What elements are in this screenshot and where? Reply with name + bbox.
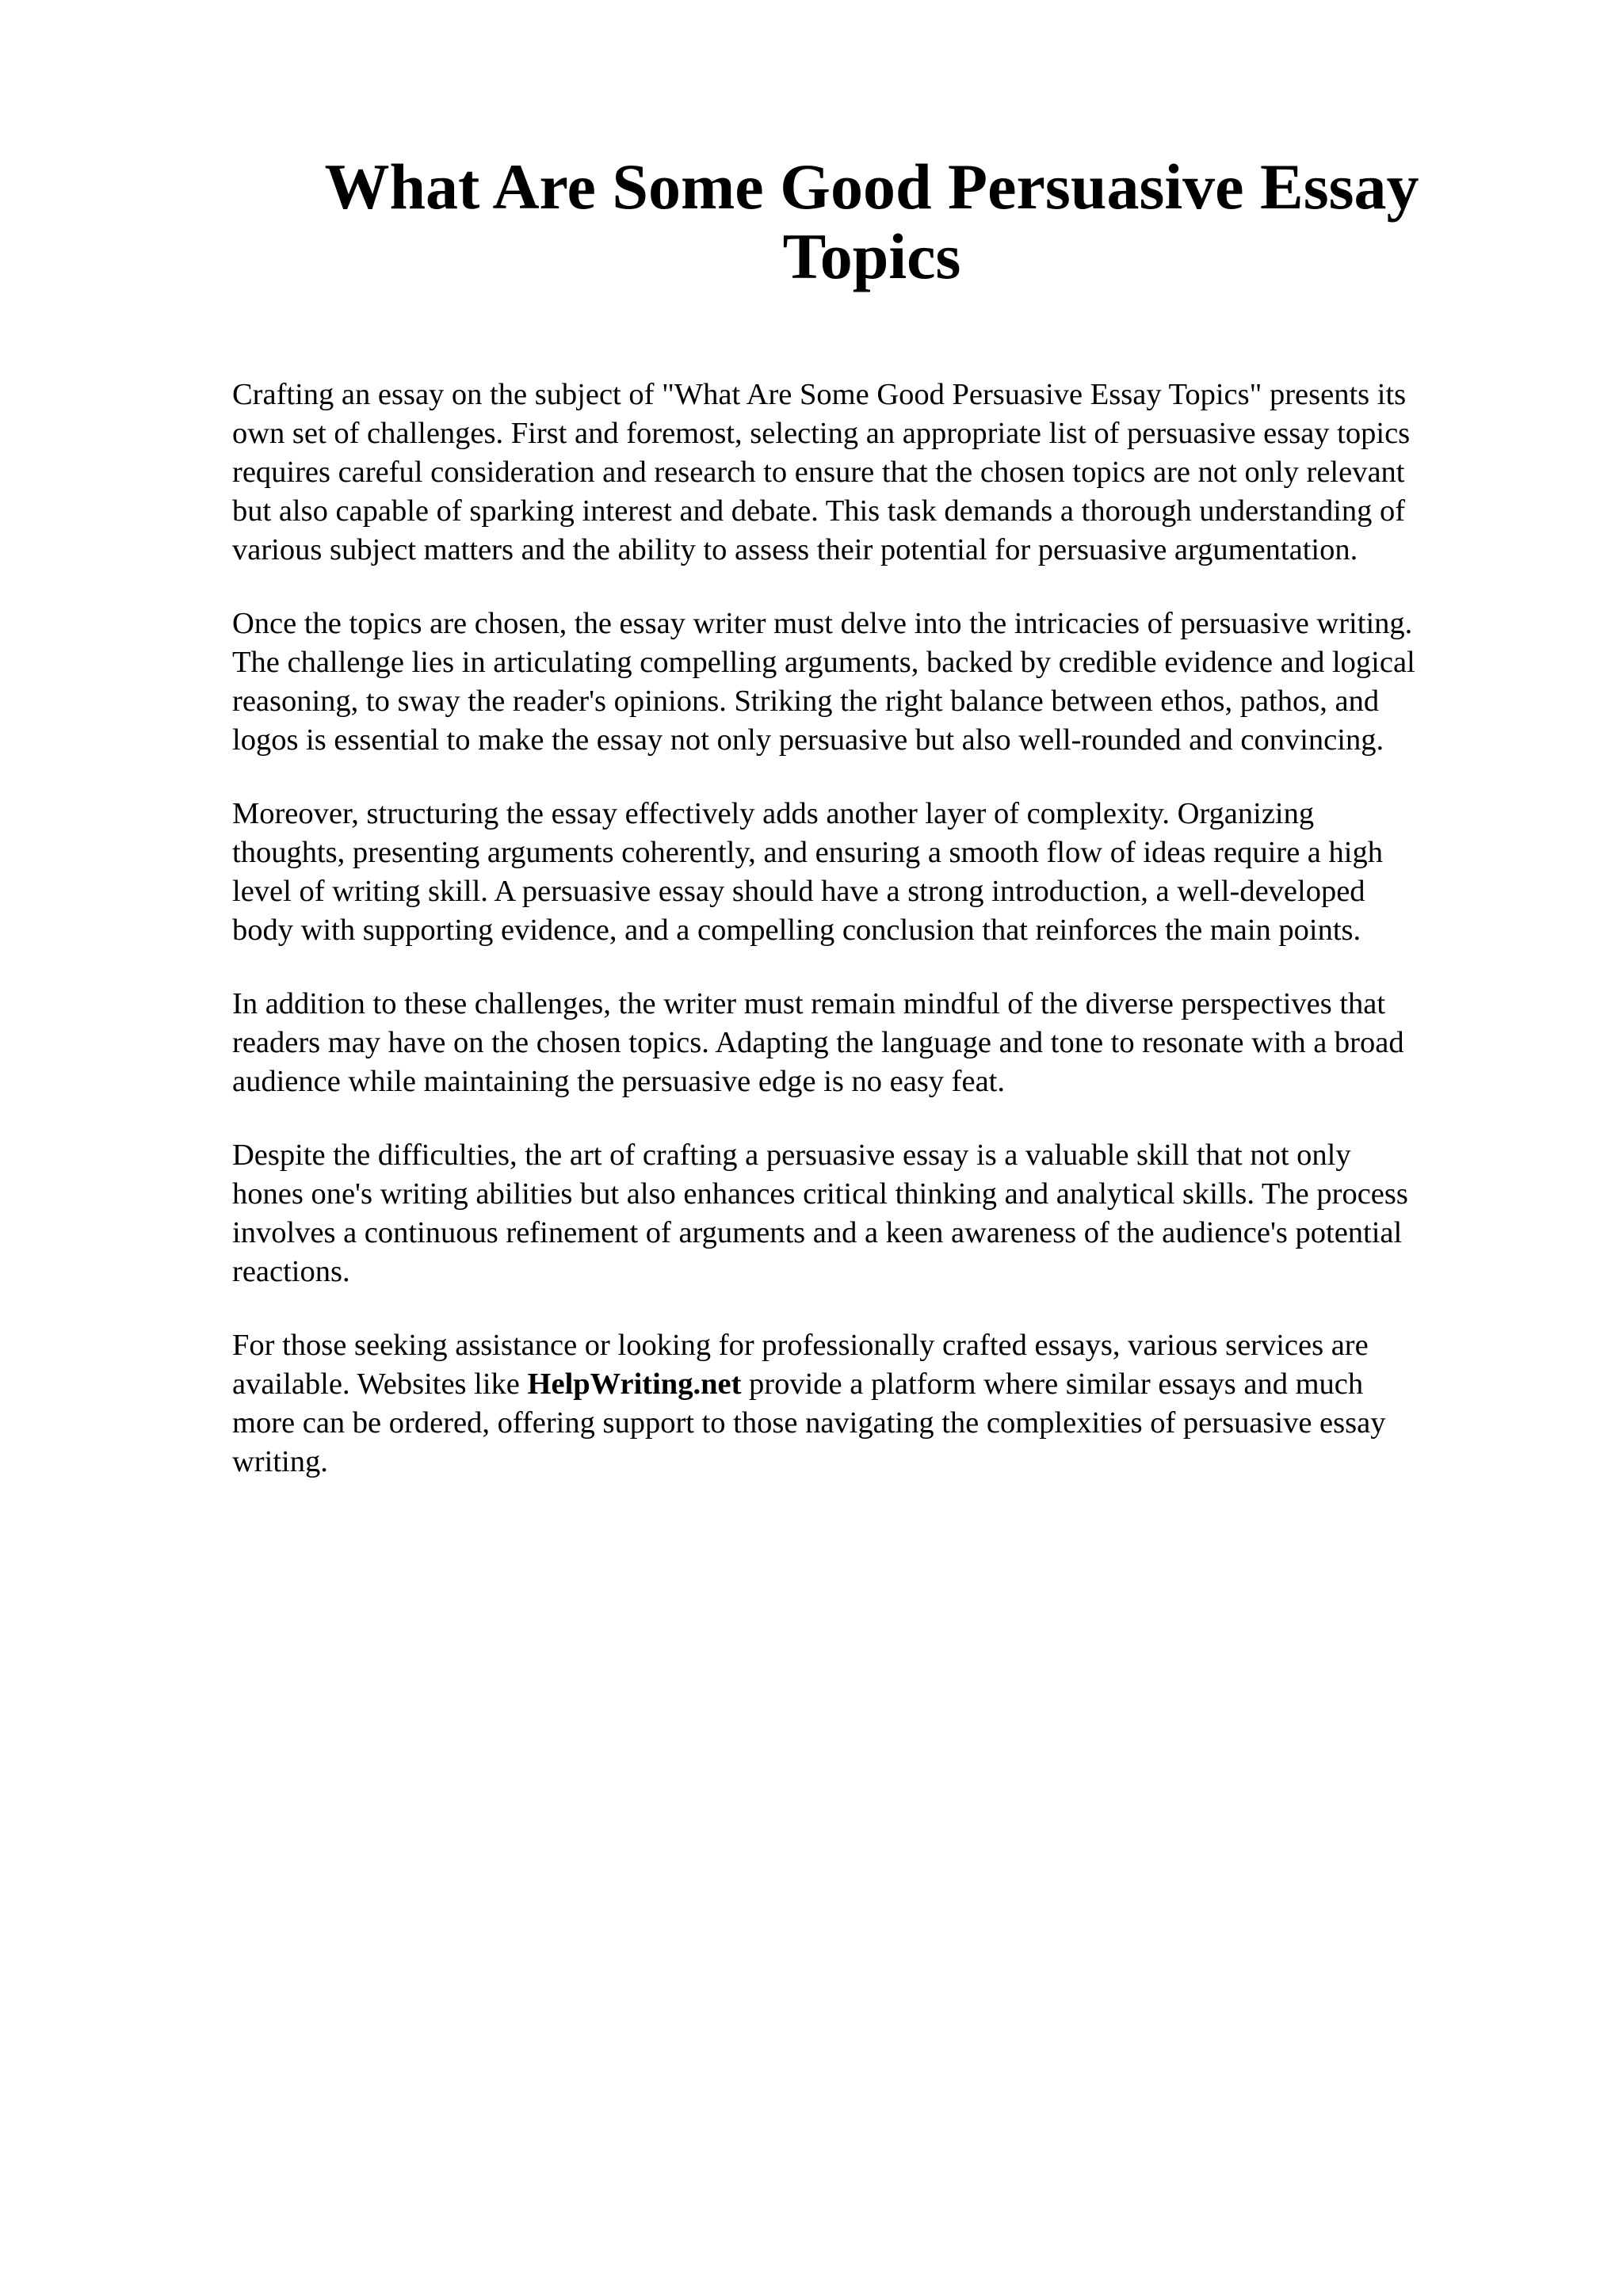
- text-line: audience while maintaining the persuasive edge is no easy feat.: [232, 1065, 1005, 1098]
- text-line: various subject matters and the ability to assess their potential for persuasive argumentation.: [232, 533, 1358, 566]
- paragraph-2: [232, 605, 1516, 760]
- essay-body: [232, 376, 1516, 1516]
- text-line: In addition to these challenges, the writer must remain mindful of the diverse perspectives that: [232, 987, 1386, 1020]
- text-line: writing.: [232, 1445, 328, 1478]
- helpwriting-link[interactable]: HelpWriting.net: [527, 1367, 742, 1401]
- text-line: reactions.: [232, 1255, 350, 1288]
- text-line: requires careful consideration and research to ensure that the chosen topics are not only relevant: [232, 456, 1405, 489]
- paragraph-6: [232, 1326, 1516, 1482]
- title-line-2: Topics: [782, 220, 961, 292]
- page-title: [230, 152, 1514, 292]
- text-line: reasoning, to sway the reader's opinions. Striking the right balance between ethos, pathos, and: [232, 685, 1380, 718]
- text-fragment: provide a platform where similar essays and much: [741, 1367, 1364, 1401]
- text-line: Moreover, structuring the essay effectively adds another layer of complexity. Organizing: [232, 797, 1315, 830]
- text-fragment: available. Websites like: [232, 1367, 528, 1401]
- text-line: The challenge lies in articulating compelling arguments, backed by credible evidence and logical: [232, 646, 1415, 679]
- text-line: level of writing skill. A persuasive essay should have a strong introduction, a well-developed: [232, 875, 1365, 908]
- text-line: involves a continuous refinement of arguments and a keen awareness of the audience's potential: [232, 1216, 1403, 1249]
- text-line: For those seeking assistance or looking for professionally crafted essays, various services are: [232, 1329, 1369, 1362]
- paragraph-1: [232, 376, 1516, 570]
- text-line: but also capable of sparking interest and debate. This task demands a thorough understanding of: [232, 494, 1406, 528]
- text-line: Despite the difficulties, the art of crafting a persuasive essay is a valuable skill that not only: [232, 1138, 1351, 1172]
- title-line-1: What Are Some Good Persuasive Essay: [324, 151, 1419, 223]
- paragraph-5: [232, 1136, 1516, 1291]
- text-line: body with supporting evidence, and a compelling conclusion that reinforces the main points.: [232, 913, 1361, 947]
- text-line: logos is essential to make the essay not only persuasive but also well-rounded and convincing.: [232, 723, 1384, 757]
- text-line: hones one's writing abilities but also enhances critical thinking and analytical skills. The process: [232, 1177, 1408, 1211]
- paragraph-3: [232, 795, 1516, 950]
- text-line: Crafting an essay on the subject of "What Are Some Good Persuasive Essay Topics" presents its: [232, 378, 1407, 411]
- text-line-with-link: [232, 1365, 1516, 1404]
- text-line: readers may have on the chosen topics. Adapting the language and tone to resonate with a broad: [232, 1026, 1404, 1059]
- text-line: Once the topics are chosen, the essay writer must delve into the intricacies of persuasive writing.: [232, 607, 1413, 640]
- paragraph-4: [232, 985, 1516, 1101]
- text-line: thoughts, presenting arguments coherently, and ensuring a smooth flow of ideas require a high: [232, 836, 1383, 869]
- text-line: more can be ordered, offering support to those navigating the complexities of persuasive essay: [232, 1406, 1386, 1440]
- text-line: own set of challenges. First and foremost, selecting an appropriate list of persuasive essay topics: [232, 417, 1411, 450]
